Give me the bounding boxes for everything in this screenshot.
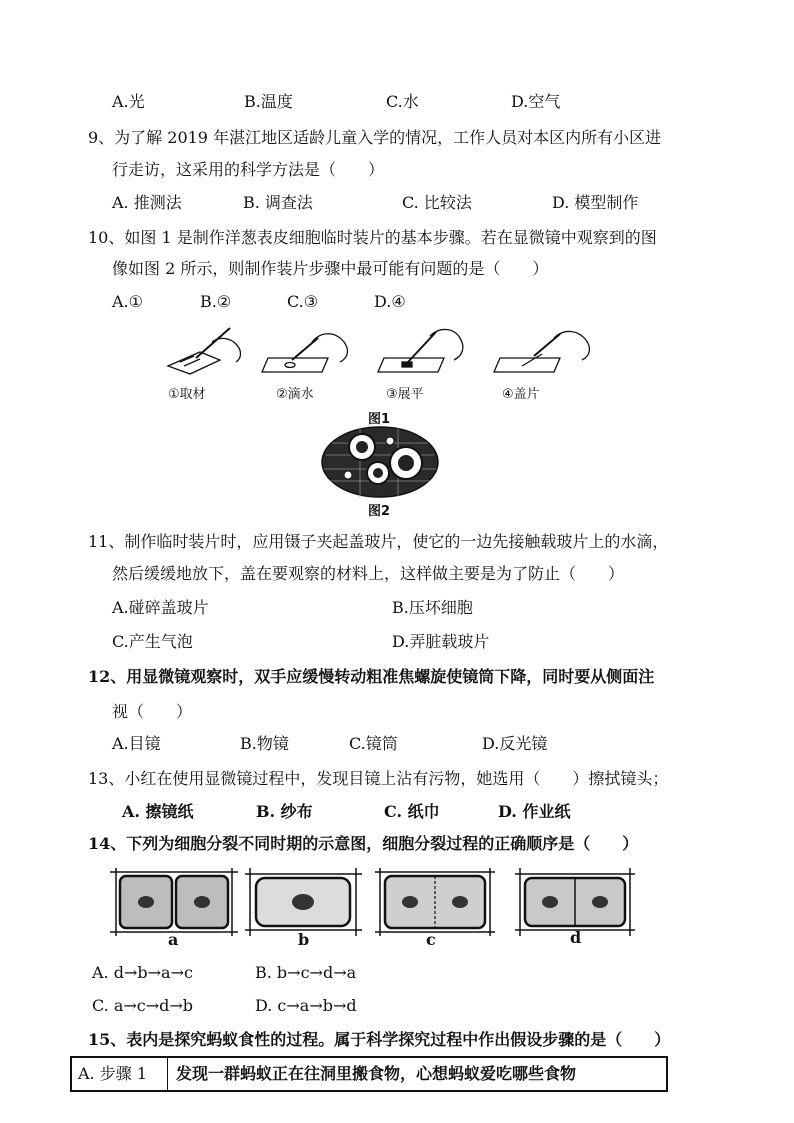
figure1-caption: 图1 <box>368 412 391 427</box>
cell-d <box>515 868 635 936</box>
figure1-steps <box>150 322 610 380</box>
cell-c-label: c <box>426 930 436 949</box>
q14-option-a: A. d→b→a→c <box>92 963 193 982</box>
q10-option-a: A.① <box>112 292 143 311</box>
q12-option-c: C.镜筒 <box>349 734 398 753</box>
q10-option-b: B.② <box>200 292 232 311</box>
q12-option-b: B.物镜 <box>240 734 289 753</box>
cell-a-label: a <box>168 930 179 949</box>
q11-stem-line1: 11、制作临时装片时，应用镊子夹起盖玻片，使它的一边先接触载玻片上的水滴， <box>88 532 669 551</box>
cell-d-label: d <box>570 928 582 947</box>
q11-option-d: D.弄脏载玻片 <box>392 632 490 651</box>
q13-option-a: A. 擦镜纸 <box>122 802 194 821</box>
step4-label: ④盖片 <box>502 387 540 402</box>
q11-option-b: B.压坏细胞 <box>392 598 473 617</box>
q8-option-d: D.空气 <box>511 92 561 111</box>
q12-stem-line1: 12、用显微镜观察时，双手应缓慢转动粗准焦螺旋使镜筒下降，同时要从侧面注 <box>88 667 655 686</box>
q15-stem-line1: 15、表内是探究蚂蚁食性的过程。属于科学探究过程中作出假设步骤的是（ ） <box>88 1030 671 1049</box>
q10-option-d: D.④ <box>374 292 406 311</box>
cell-division-diagrams <box>110 868 650 936</box>
step3-illustration <box>378 329 463 372</box>
q12-option-d: D.反光镜 <box>482 734 548 753</box>
q12-option-a: A.目镜 <box>112 734 161 753</box>
q8-option-a: A.光 <box>112 92 145 111</box>
step2-label: ②滴水 <box>276 387 314 402</box>
q9-stem-line1: 9、为了解 2019 年湛江地区适龄儿童入学的情况，工作人员对本区内所有小区进 <box>88 128 662 147</box>
q11-stem-line2: 然后缓缓地放下，盖在要观察的材料上，这样做主要是为了防止（ ） <box>112 564 625 583</box>
q10-option-c: C.③ <box>287 292 319 311</box>
q10-stem-line2: 像如图 2 所示，则制作装片步骤中最可能有问题的是（ ） <box>112 259 549 278</box>
q13-option-d: D. 作业纸 <box>498 802 571 821</box>
cell-b-label: b <box>298 930 310 949</box>
q10-stem-line1: 10、如图 1 是制作洋葱表皮细胞临时装片的基本步骤。若在显微镜中观察到的图 <box>88 228 657 247</box>
q14-option-c: C. a→c→d→b <box>92 996 194 1015</box>
q9-option-b: B. 调查法 <box>243 193 313 212</box>
q14-stem-line1: 14、下列为细胞分裂不同时期的示意图，细胞分裂过程的正确顺序是（ ） <box>88 834 639 853</box>
q13-stem-line1: 13、小红在使用显微镜过程中，发现目镜上沾有污物，她选用（ ）擦拭镜头； <box>88 769 669 788</box>
step1-illustration <box>168 328 241 374</box>
step1-label: ①取材 <box>168 387 206 402</box>
q15-table-step-cell: A. 步骤 1 <box>72 1058 168 1090</box>
q11-option-c: C.产生气泡 <box>112 632 193 651</box>
figure2-microscope-view <box>320 425 440 500</box>
q14-option-b: B. b→c→d→a <box>255 963 357 982</box>
q9-option-c: C. 比较法 <box>402 193 472 212</box>
step4-illustration <box>494 331 589 372</box>
q12-stem-line2: 视（ ） <box>112 702 193 721</box>
q15-table <box>70 1056 668 1092</box>
q14-option-d: D. c→a→b→d <box>255 996 357 1015</box>
q8-option-c: C.水 <box>386 92 419 111</box>
step2-illustration <box>262 334 347 372</box>
cell-c <box>375 868 495 936</box>
q9-option-a: A. 推测法 <box>112 193 182 212</box>
q9-option-d: D. 模型制作 <box>552 193 639 212</box>
cell-b <box>245 868 362 936</box>
q13-option-c: C. 纸巾 <box>384 802 440 821</box>
step3-label: ③展平 <box>386 387 424 402</box>
q11-option-a: A.碰碎盖玻片 <box>112 598 209 617</box>
q15-table-content-cell: 发现一群蚂蚁正在往洞里搬食物，心想蚂蚁爱吃哪些食物 <box>176 1064 577 1083</box>
q13-option-b: B. 纱布 <box>256 802 313 821</box>
q9-stem-line2: 行走访，这采用的科学方法是（ ） <box>112 160 385 179</box>
q8-option-b: B.温度 <box>244 92 293 111</box>
cell-a <box>110 868 238 936</box>
figure2-caption: 图2 <box>368 504 391 519</box>
